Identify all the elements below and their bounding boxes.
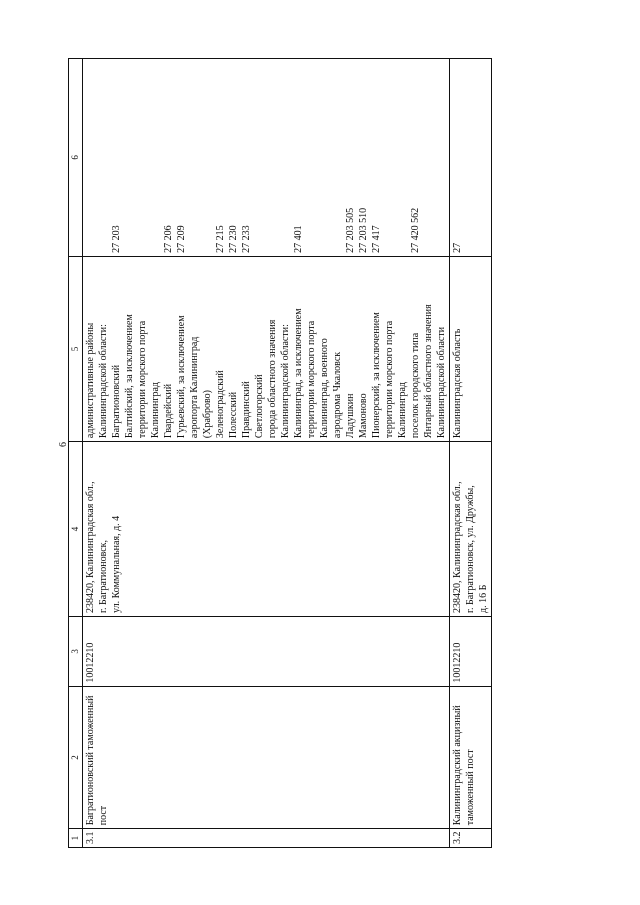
oktmo-code [435,62,448,253]
oktmo-code: 27 401 [293,225,304,253]
oktmo-code: 27 233 [241,225,252,253]
oktmo-code: 27 230 [228,225,239,253]
region-line: Гвардейский [163,383,174,439]
header-row [69,59,83,848]
post-name-cell [450,686,492,829]
oktmo-code [253,62,266,253]
region-line: административные районы [85,322,96,439]
address-line: 238420, Калининградская обл., [452,481,463,613]
page-number: 6 [58,442,69,447]
header-col-1: 1 [69,829,83,848]
row-number: 3.1 [83,829,450,848]
oktmo-code [422,62,435,253]
region-line: Калининград [150,381,161,439]
region-line: Пионерский, за исключением [371,312,382,439]
post-name-line: таможенный пост [465,749,476,826]
region-line: Калининград [397,381,408,439]
region-line: Калининградской области: [280,324,291,439]
oktmo-cell [450,59,492,257]
post-code: 10012210 [83,616,450,686]
address-line: г. Багратионовск, [98,539,109,613]
region-line: (Храброво) [202,390,213,439]
post-name-line: пост [98,805,109,826]
region-line: Балтийский, за исключением [124,314,135,439]
oktmo-code: 27 209 [176,225,187,253]
header-col-2: 2 [69,686,83,829]
oktmo-code [266,62,279,253]
region-line: территории морского порта [137,320,148,439]
customs-posts-table [68,58,492,848]
row-number: 3.2 [450,829,492,848]
oktmo-code [188,62,201,253]
oktmo-code [97,62,110,253]
oktmo-code: 27 215 [215,225,226,253]
address-line: ул. Коммунальная, д. 4 [111,515,122,613]
oktmo-code [123,62,136,253]
oktmo-code: 27 203 [111,225,122,253]
post-code: 10012210 [450,616,492,686]
address-cell [450,442,492,617]
region-line: Багратионовский [111,364,122,439]
region-line: территории морского порта [384,320,395,439]
oktmo-code [396,62,409,253]
region-line: Калининградская область [452,328,463,439]
oktmo-code [279,62,292,253]
address-cell [83,442,450,617]
region-line: территории морского порта [306,320,317,439]
table-row [450,59,492,848]
oktmo-code [331,62,344,253]
address-line: 238420, Калининградская обл., [85,481,96,613]
header-col-3: 3 [69,616,83,686]
table-row [83,59,450,848]
header-col-6: 6 [69,59,83,257]
region-line: Гурьевский, за исключением [176,315,187,439]
region-line: Полесский [228,391,239,439]
oktmo-code: 27 417 [371,225,382,253]
region-line: Ладушкин [345,393,356,439]
document-table-rotated [68,58,528,848]
oktmo-code [383,62,396,253]
region-line: Мамоново [358,393,369,439]
oktmo-cell [83,59,450,257]
regions-cell [450,256,492,441]
address-line: г. Багратионовск, ул. Дружбы, [465,485,476,613]
region-line: Калининград, за исключением [293,308,304,439]
oktmo-code [201,62,214,253]
oktmo-code [318,62,331,253]
address-line: д. 16 Б [478,584,489,613]
oktmo-code: 27 206 [163,225,174,253]
region-line: Светлогорский [254,374,265,439]
oktmo-code: 27 420 562 [410,207,421,253]
region-line: Зеленоградский [215,370,226,439]
region-line: аэродрома Чкаловск [332,351,343,439]
region-line: Калининградской области [436,326,447,439]
post-name-line: Багратионовский таможенный [85,695,96,826]
regions-cell [83,256,450,441]
oktmo-code [305,62,318,253]
region-line: Правдинский [241,381,252,439]
region-line: Янтарный областного значения [423,304,434,439]
header-col-5: 5 [69,256,83,441]
region-line: аэропорта Калининград [189,336,200,439]
region-line: города областного значения [267,319,278,439]
oktmo-code: 27 [452,242,463,253]
oktmo-code [84,62,97,253]
oktmo-code [149,62,162,253]
oktmo-code [136,62,149,253]
region-line: поселок городского типа [410,332,421,439]
header-col-4: 4 [69,442,83,617]
region-line: Калининград, военного [319,338,330,439]
post-name-cell [83,686,450,829]
oktmo-code: 27 203 510 [358,207,369,253]
oktmo-code: 27 203 505 [345,207,356,253]
region-line: Калининградской области: [98,324,109,439]
post-name-line: Калининградский акцизный [452,705,463,826]
